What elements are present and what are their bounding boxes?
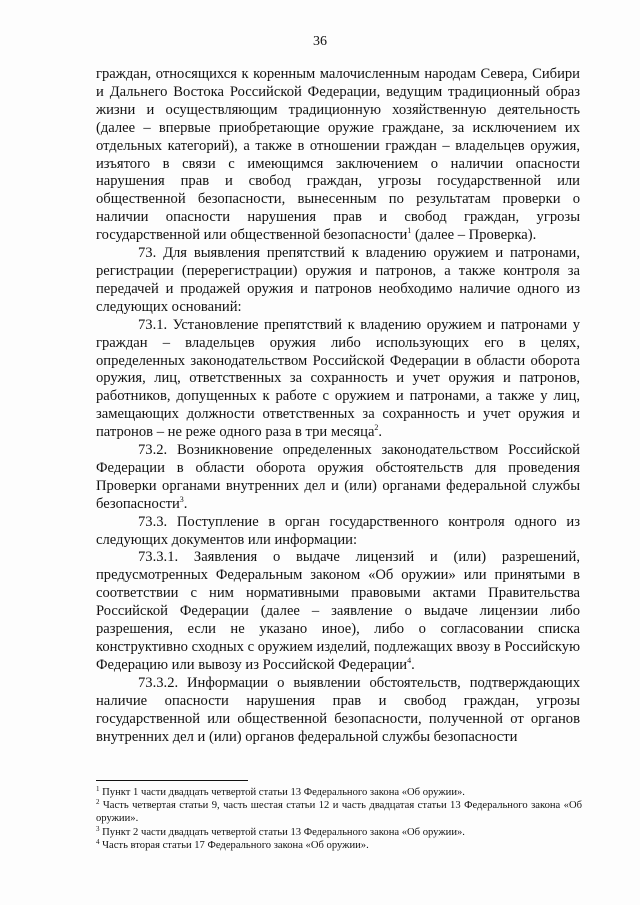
paragraph-73-2 xyxy=(96,442,580,514)
paragraph-73 xyxy=(96,245,580,317)
paragraph-continuation xyxy=(96,66,580,245)
paragraph-text: . xyxy=(183,495,188,512)
footnote-text: Часть вторая статьи 17 Федерального закона «Об оружии». xyxy=(99,839,369,851)
footnote-separator xyxy=(96,780,248,781)
paragraph-73-3 xyxy=(96,514,580,550)
paragraph-text: (далее – Проверка). xyxy=(411,227,537,244)
paragraph-73-1 xyxy=(96,317,580,442)
footnote-text: Часть четвертая статьи 9, часть шестая статьи 12 и часть двадцатая статьи 13 Федерального закона «Об оружии». xyxy=(96,800,582,825)
footnote-mark: 2 xyxy=(96,798,100,807)
paragraph-text: 73.2. Возникновение определенных законодательством Российской Федерации в области оборота оружия обстоятельств для проведения Проверки органами внутренних дел и (или) органами федеральной службы безопасности xyxy=(96,442,580,512)
paragraph-text: . xyxy=(378,424,383,441)
footnote-ref: 3 xyxy=(179,494,184,504)
paragraph-text: 73.3. Поступление в орган государственного контроля одного из следующих документов или информации: xyxy=(96,513,580,548)
paragraph-text: . xyxy=(411,656,415,673)
paragraph-text: 73.3.2. Информации о выявлении обстоятельств, подтверждающих наличие опасности нарушения прав и свобод граждан, угрозы государственной или общественной безопасности, полученной от органов внутренних дел и (или) органов федеральной службы безопасности xyxy=(96,674,580,745)
footnote-text: Пункт 1 части двадцать четвертой статьи 13 Федерального закона «Об оружии». xyxy=(99,787,465,798)
footnote-ref: 4 xyxy=(407,655,412,665)
paragraph-text: граждан, относящихся к коренным малочисленным народам Севера, Сибири и Дальнего Востока Российской Федерации, ведущим традиционный образ жизни и осуществляющим традиционную хозяйственную деятельность (далее – впервые приобретающие оружие граждане, за исключением их отдельных категорий), а также в отношении граждан – владельцев оружия, изъятого в связи с имеющимся заключением о наличии опасности нарушения прав и свобод граждан, угрозы государственной или общественной безопасности, вынесенным по результатам проверки о наличии опасности нарушения прав и свобод граждан, угрозы государственной или общественной безопасности xyxy=(96,66,580,244)
footnote-4 xyxy=(96,839,582,852)
body-text xyxy=(96,66,580,746)
footnote-3 xyxy=(96,826,582,839)
footnote-1 xyxy=(96,786,582,799)
footnote-text: Пункт 2 части двадцать четвертой статьи 13 Федерального закона «Об оружии». xyxy=(99,826,465,838)
footnotes xyxy=(96,786,582,852)
footnote-mark: 3 xyxy=(96,824,100,833)
footnote-2 xyxy=(96,799,582,825)
paragraph-text: 73.1. Установление препятствий к владению оружием и патронами у граждан – владельцев оружия либо использующих его в целях, определенных законодательством Российской Федерации в области оборота оружия, лиц, ответственных за сохранность и учет оружия и патронов, работников, допущенных к работе с оружием и патронами, а также у лиц, замещающих должности ответственных за сохранность и учет оружия и патронов – не реже одного раза в три месяца xyxy=(96,316,580,441)
page-number: 36 xyxy=(313,34,327,49)
paragraph-73-3-2 xyxy=(96,675,580,747)
paragraph-text: 73. Для выявления препятствий к владению оружием и патронами, регистрации (перерегистрации) оружия и патронов, а также контроля за передачей и продажей оружия и патронов необходимо наличие одного из следующих оснований: xyxy=(96,245,580,315)
paragraph-73-3-1 xyxy=(96,549,580,674)
footnote-mark: 4 xyxy=(96,837,100,846)
footnote-ref: 1 xyxy=(407,226,412,236)
footnote-mark: 1 xyxy=(96,785,100,793)
paragraph-text: 73.3.1. Заявления о выдаче лицензий и (или) разрешений, предусмотренных Федеральным законом «Об оружии» или принятыми в соответствии с ним нормативными правовыми актами Правительства Российской Федерации (далее – заявление о выдаче лицензии либо разрешения, если не указано иное), либо о согласовании списка конструктивно сходных с оружием изделий, подлежащих ввозу в Российскую Федерацию или вывозу из Российской Федерации xyxy=(96,549,580,673)
footnote-ref: 2 xyxy=(374,423,379,433)
